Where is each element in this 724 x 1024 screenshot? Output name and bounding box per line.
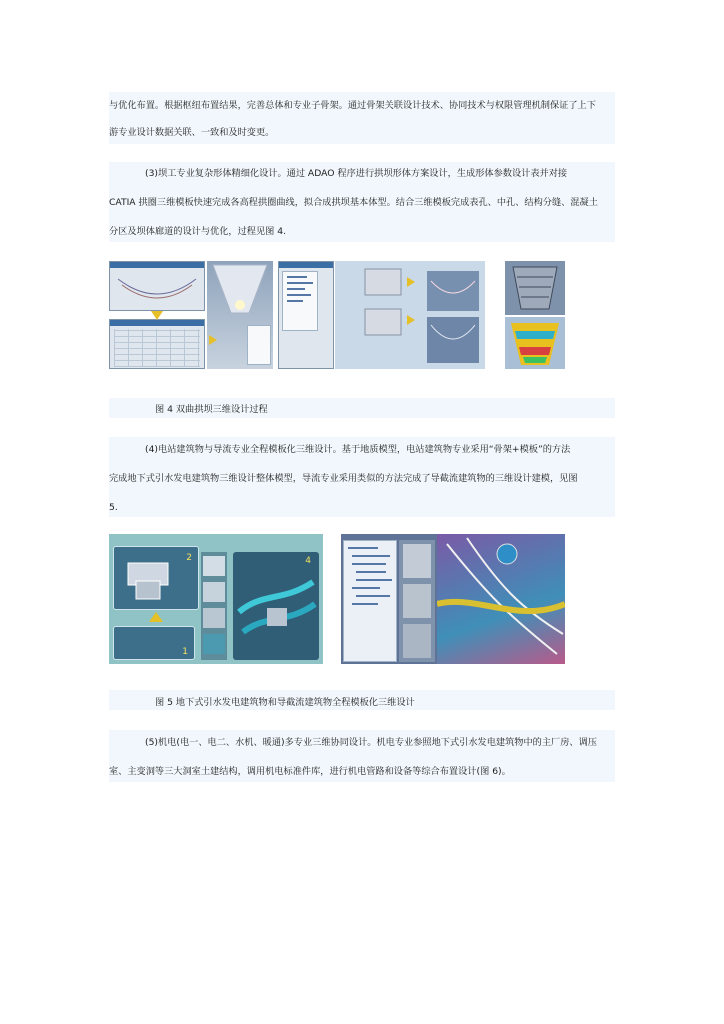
step-number-4: 4 xyxy=(305,556,311,566)
tree-node xyxy=(287,276,307,278)
template-thumbnail xyxy=(403,624,431,658)
paragraph-3-line-1: (4)电站建筑物与导流专业全程模板化三维设计。基于地质模型，电站建筑物专业采用“骨架+模板”的方法 xyxy=(145,444,571,455)
fig4-software-window xyxy=(109,261,205,311)
fig4-template-process xyxy=(335,261,485,369)
step-number-1: 1 xyxy=(182,647,188,657)
parameter-panel xyxy=(247,325,271,365)
paragraph-3-line-2: 完成地下式引水发电建筑物三维设计整体模型，导流专业采用类似的方法完成了导截流建筑物的三维设计建模，见图 xyxy=(109,473,578,484)
figure-5-right-image xyxy=(341,534,565,664)
figure-4-caption: 图 4 双曲拱坝三维设计过程 xyxy=(155,404,268,415)
template-thumbnail xyxy=(203,556,225,576)
template-thumbnail xyxy=(203,608,225,628)
tree-node xyxy=(356,595,390,597)
right-arrow-icon xyxy=(209,335,217,345)
window-titlebar xyxy=(110,262,204,268)
fig5-model-view xyxy=(233,552,319,660)
diversion-tunnel-model-icon xyxy=(437,534,565,664)
figure-4-image xyxy=(109,261,565,369)
paragraph-2-line-1: (3)坝工专业复杂形体精细化设计。通过 ADAO 程序进行拱坝形体方案设计，生成形体参数设计表并对接 xyxy=(145,168,568,179)
tree-node xyxy=(348,547,378,549)
paragraph-3-line-3: 5. xyxy=(109,502,118,513)
window-titlebar xyxy=(279,262,333,268)
tree-node xyxy=(352,555,390,557)
template-thumbnail xyxy=(403,544,431,578)
dam-mesh-icon xyxy=(505,261,565,315)
fig4-dam-3d-view xyxy=(207,261,273,369)
down-arrow-icon xyxy=(151,311,163,320)
tree-node xyxy=(352,587,380,589)
fig4-dam-zone-view xyxy=(505,317,565,369)
tree-node xyxy=(287,300,303,302)
step-number-2: 2 xyxy=(186,553,192,563)
up-arrow-icon xyxy=(149,612,163,622)
arch-curve-plot xyxy=(110,269,204,311)
tree-node xyxy=(287,294,311,296)
figure-5-left-image xyxy=(109,534,323,664)
template-thumbnail xyxy=(203,634,225,654)
fig5-model-tree xyxy=(343,540,397,662)
tree-node xyxy=(356,579,392,581)
fig4-catia-window xyxy=(278,261,334,369)
fig5-skeleton-panel xyxy=(113,546,199,610)
tree-node xyxy=(356,571,386,573)
figure-5-caption: 图 5 地下式引水发电建筑物和导截流建筑物全程模板化三维设计 xyxy=(155,697,415,708)
specification-tree xyxy=(282,271,318,331)
fig4-dam-mesh-view xyxy=(505,261,565,315)
tree-node xyxy=(287,282,313,284)
tree-node xyxy=(352,563,386,565)
right-arrow-icon xyxy=(407,277,415,287)
fig4-table-window xyxy=(109,319,205,369)
fig5-geology-model-view xyxy=(437,534,565,664)
dam-zoning-icon xyxy=(505,317,565,369)
fig5-input-panel xyxy=(113,626,195,660)
paragraph-2-line-3: 分区及坝体廊道的设计与优化，过程见图 4. xyxy=(109,226,287,237)
template-thumbnail xyxy=(403,584,431,618)
right-arrow-icon xyxy=(407,315,415,325)
fig5-template-column xyxy=(201,552,227,660)
paragraph-4-line-1: (5)机电(电一、电二、水机、暖通)多专业三维协同设计。机电专业参照地下式引水发电建筑物中的主厂房、调压 xyxy=(145,737,597,748)
data-table-grid xyxy=(114,329,200,367)
template-thumbnail xyxy=(203,582,225,602)
paragraph-1-line-1: 与优化布置。根据枢纽布置结果，完善总体和专业子骨架。通过骨架关联设计技术、协同技术与权限管理机制保证了上下 xyxy=(109,100,596,111)
tree-node xyxy=(287,288,305,290)
paragraph-4-line-2: 室、主变洞等三大洞室土建结构，调用机电标准件库，进行机电管路和设备等综合布置设计(图 6)。 xyxy=(109,766,511,777)
fig5-template-list xyxy=(399,540,435,662)
arch-dam-icon xyxy=(207,261,273,321)
tree-node xyxy=(352,603,378,605)
waterway-model-icon xyxy=(233,552,319,660)
paragraph-2-line-2: CATIA 拱圈三维模板快速完成各高程拱圈曲线，拟合成拱坝基本体型。结合三维模板完成表孔、中孔、结构分缝、混凝土 xyxy=(109,197,598,208)
window-titlebar xyxy=(110,320,204,326)
paragraph-1-line-2: 游专业设计数据关联、一致和及时变更。 xyxy=(109,127,275,138)
